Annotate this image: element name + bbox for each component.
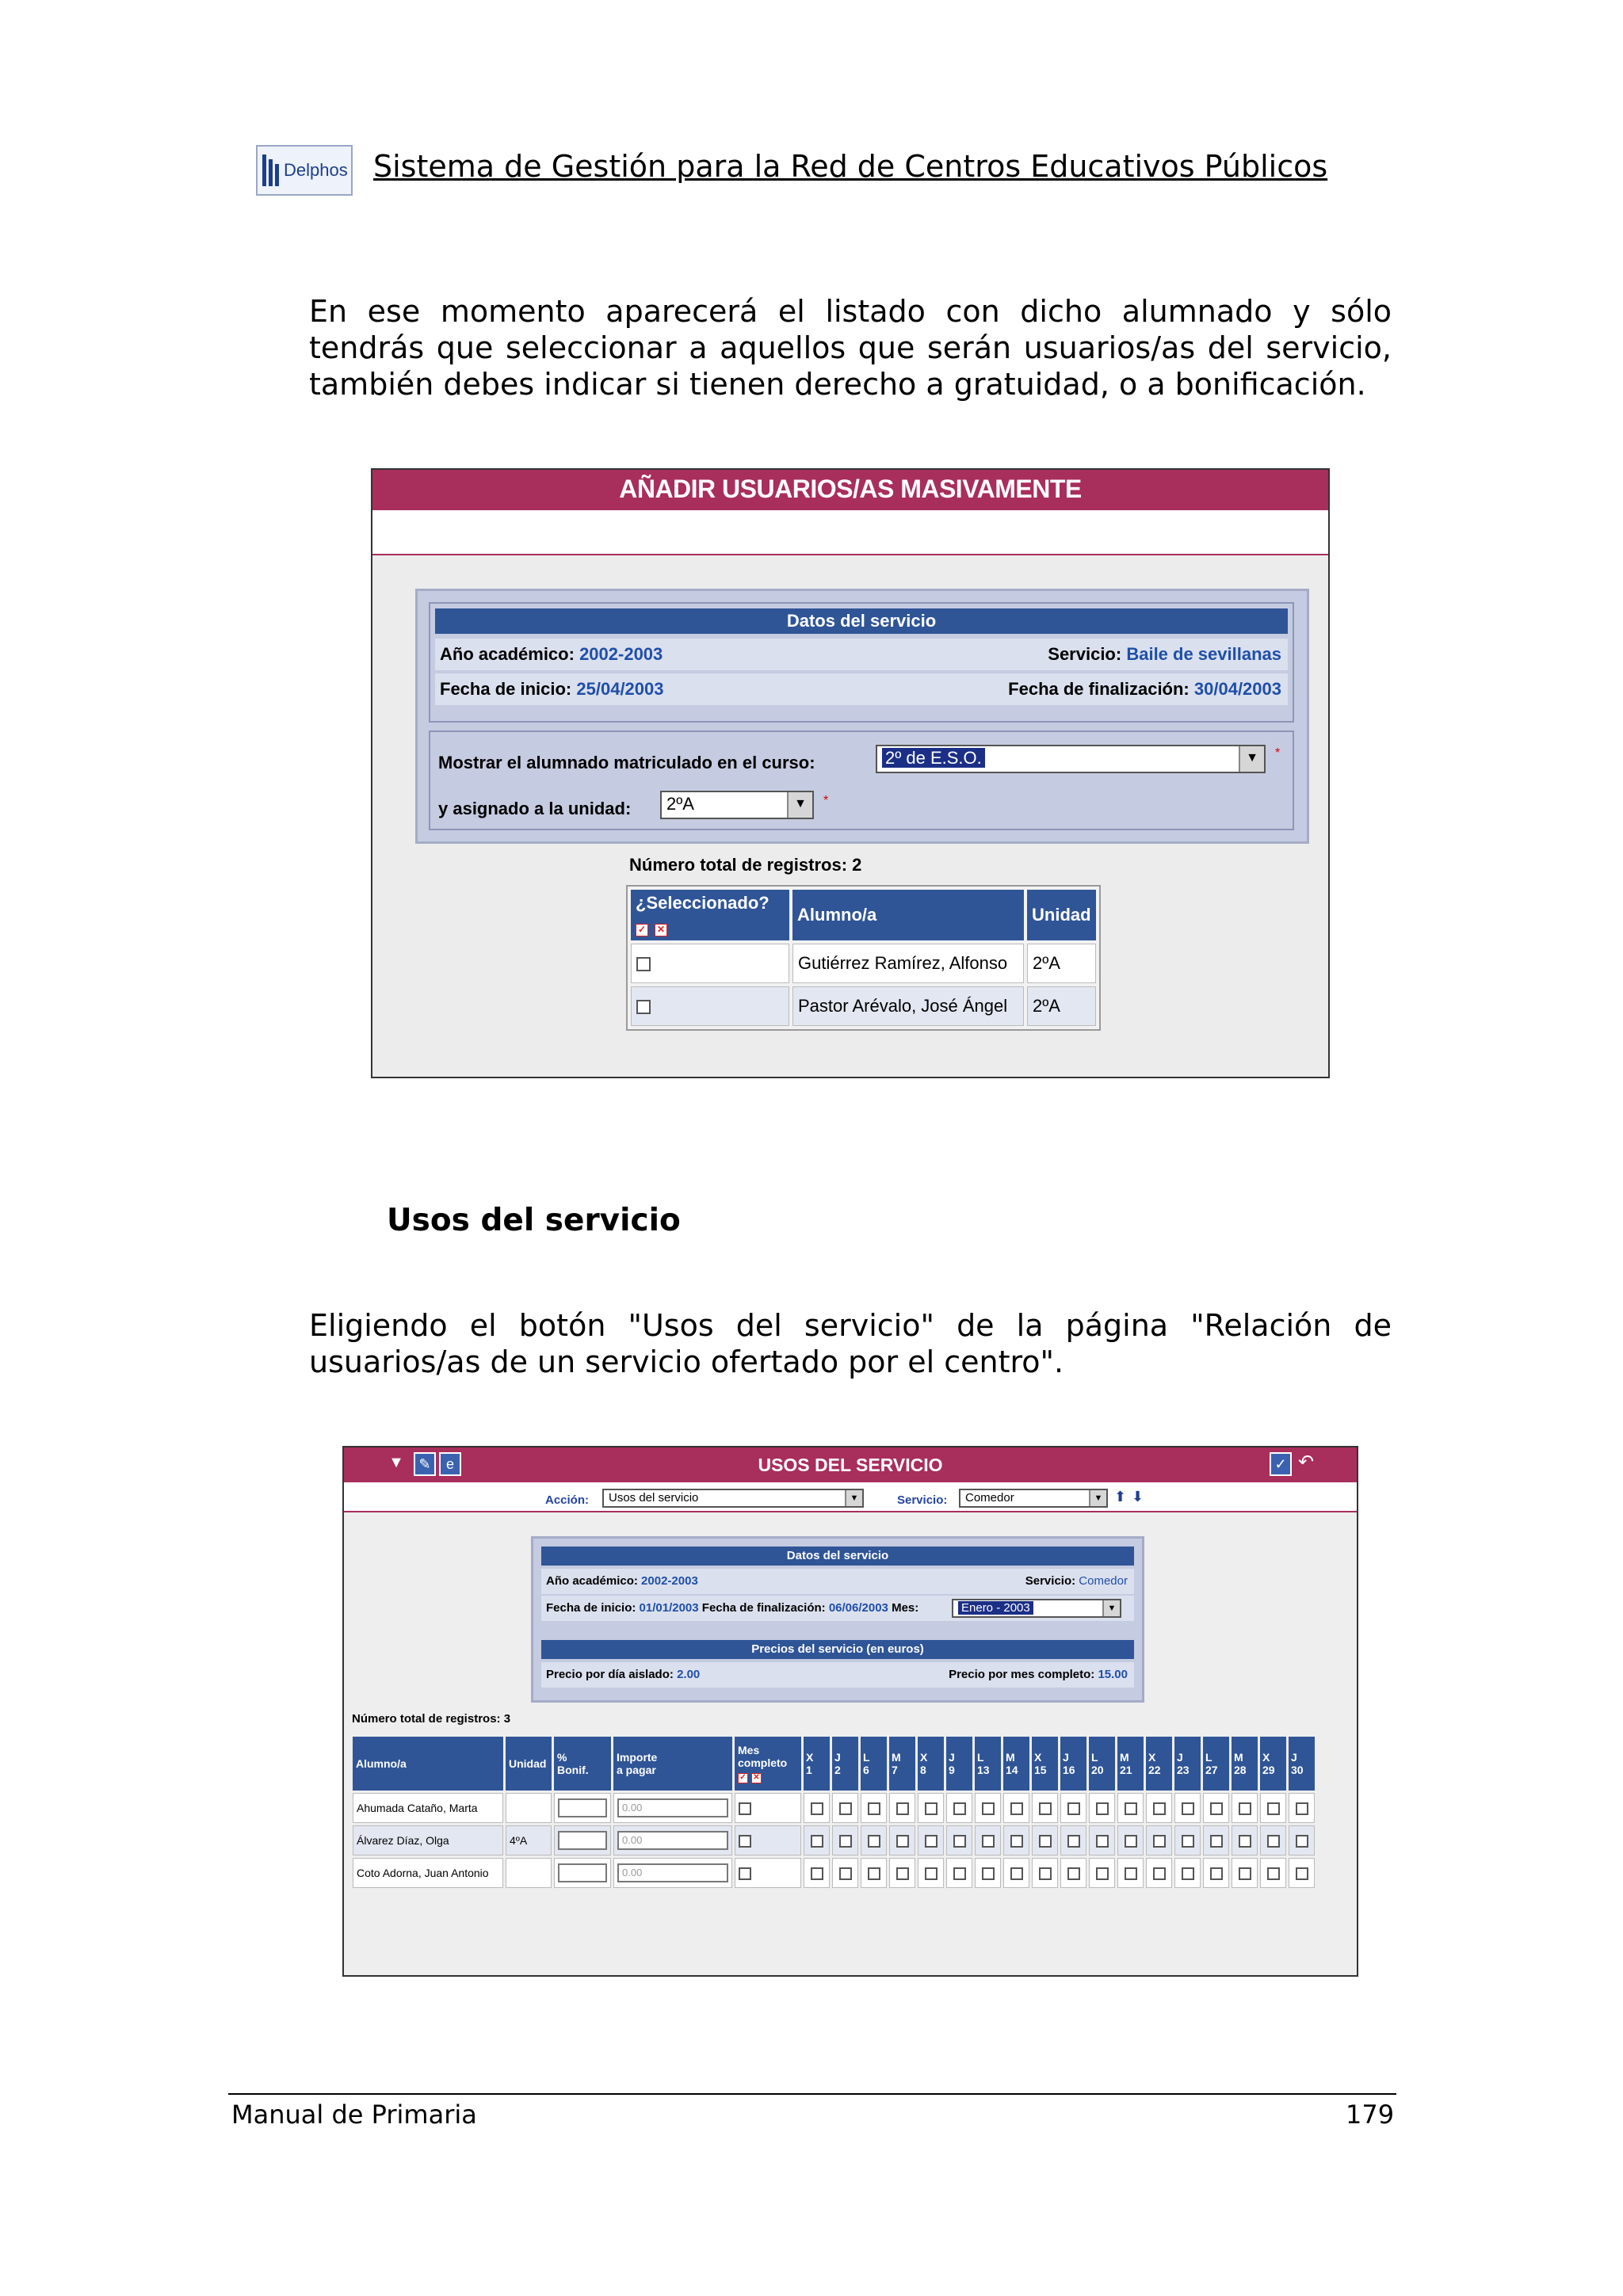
chevron-down-icon[interactable]: ▼	[1239, 746, 1264, 772]
action-select[interactable]: Usos del servicio ▼	[602, 1489, 864, 1508]
edit-icon[interactable]: ✎	[414, 1452, 436, 1476]
column-student: Alumno/a	[792, 890, 1024, 940]
full-month-checkbox[interactable]	[739, 1835, 751, 1848]
day-checkbox[interactable]	[1239, 1867, 1251, 1880]
table-row	[353, 1793, 1315, 1823]
undo-icon[interactable]: ↶	[1297, 1451, 1315, 1473]
column-day: L 6	[861, 1737, 887, 1791]
column-day: J 2	[832, 1737, 858, 1791]
day-checkbox[interactable]	[811, 1835, 823, 1848]
day-checkbox[interactable]	[953, 1835, 966, 1848]
service-value: Comedor	[1079, 1574, 1128, 1588]
student-name: Álvarez Díaz, Olga	[353, 1825, 503, 1855]
column-selected: ¿Seleccionado? ✓ ✕	[631, 890, 789, 940]
amount-input[interactable]: 0.00	[617, 1798, 728, 1817]
day-checkbox[interactable]	[1153, 1835, 1166, 1848]
footer-manual: Manual de Primaria	[231, 2100, 477, 2130]
day-checkbox[interactable]	[811, 1802, 823, 1815]
action-toolbar: Acción: Usos del servicio ▼ Servicio: Comedor ▼ ⬆ ⬇	[344, 1482, 1357, 1512]
column-day: M 7	[889, 1737, 915, 1791]
day-checkbox[interactable]	[1067, 1835, 1080, 1848]
day-checkbox[interactable]	[1267, 1867, 1280, 1880]
student-unit: 4ºA	[506, 1825, 552, 1855]
column-day: J 30	[1289, 1737, 1315, 1791]
day-checkbox[interactable]	[839, 1802, 852, 1815]
service-data-panel: Datos del servicio Año académico: 2002-2003 Servicio: Baile de sevillanas Fecha de inicio: 25/04/2003 Fecha de finalización: 30/04/2003 Mostrar el alumnado matriculado en el curso: 2º de E.S.O. ▼ * y asignado a la unidad: 2ºA ▼ *	[415, 589, 1309, 844]
usage-table	[350, 1734, 1317, 1890]
day-checkbox[interactable]	[868, 1835, 880, 1848]
day-checkbox[interactable]	[1182, 1867, 1194, 1880]
deselect-all-icon[interactable]: ✕	[655, 924, 667, 936]
student-unit	[506, 1793, 552, 1823]
footer-rule	[228, 2093, 1396, 2095]
select-all-icon[interactable]: ✓	[636, 924, 648, 936]
day-checkbox[interactable]	[839, 1867, 852, 1880]
amount-input[interactable]: 0.00	[617, 1831, 728, 1850]
academic-year-row: Año académico: 2002-2003 Servicio: Baile de sevillanas	[435, 639, 1288, 670]
panel-title: Datos del servicio	[435, 608, 1288, 634]
screenshot-usos-servicio	[342, 1446, 1358, 1977]
day-checkbox[interactable]	[925, 1835, 938, 1848]
columns-icon	[262, 154, 279, 186]
unit-select[interactable]: 2ºA ▼	[660, 791, 814, 819]
day-checkbox[interactable]	[1067, 1867, 1080, 1880]
arrow-down-icon[interactable]: ⬇	[1132, 1489, 1144, 1505]
unit-label: y asignado a la unidad:	[438, 799, 632, 818]
day-checkbox[interactable]	[1296, 1802, 1308, 1815]
screen-title: USOS DEL SERVICIO	[344, 1447, 1357, 1482]
day-checkbox[interactable]	[925, 1802, 938, 1815]
day-checkbox[interactable]	[1267, 1835, 1280, 1848]
day-checkbox[interactable]	[1239, 1802, 1251, 1815]
academic-year-value: 2002-2003	[641, 1574, 698, 1588]
day-checkbox[interactable]	[1010, 1802, 1023, 1815]
usage-paragraph: Eligiendo el botón "Usos del servicio" de la página "Relación de usuarios/as de un servicio ofertado por el centro".	[309, 1308, 1392, 1379]
column-amount: Importe a pagar	[613, 1737, 732, 1791]
table-row: Gutiérrez Ramírez, Alfonso 2ºA	[631, 944, 1096, 983]
column-day: L 20	[1089, 1737, 1115, 1791]
chevron-down-icon[interactable]: ▼	[845, 1490, 862, 1506]
select-checkbox[interactable]	[636, 1000, 651, 1014]
day-checkbox[interactable]	[953, 1867, 966, 1880]
column-day: M 14	[1003, 1737, 1029, 1791]
column-day: X 22	[1146, 1737, 1172, 1791]
bonus-input[interactable]	[558, 1863, 607, 1882]
service-data-panel: Datos del servicio Año académico: 2002-2003 Servicio: Comedor Fecha de inicio: 01/01/2003 Fecha de finalización: 06/06/2003 Mes: Enero - 2003 ▼ Precios del servicio (en euros) Precio por día aislado: 2.00 Precio por mes completo: 15.00	[531, 1536, 1144, 1703]
service-select[interactable]: Comedor ▼	[959, 1489, 1108, 1508]
day-checkbox[interactable]	[1125, 1835, 1137, 1848]
full-month-checkbox[interactable]	[739, 1802, 751, 1815]
day-checkbox[interactable]	[1182, 1802, 1194, 1815]
day-checkbox[interactable]	[811, 1867, 823, 1880]
day-checkbox[interactable]	[896, 1802, 909, 1815]
day-checkbox[interactable]	[982, 1802, 995, 1815]
filter-icon[interactable]: ▼	[388, 1454, 404, 1471]
start-date-value: 01/01/2003	[639, 1601, 699, 1615]
select-all-icon[interactable]: ✓	[738, 1773, 748, 1783]
course-select[interactable]: 2º de E.S.O. ▼	[876, 745, 1266, 773]
day-checkbox[interactable]	[1039, 1802, 1052, 1815]
table-row	[353, 1825, 1315, 1855]
day-checkbox[interactable]	[1267, 1802, 1280, 1815]
day-checkbox[interactable]	[1096, 1867, 1109, 1880]
ie-icon[interactable]: e	[439, 1452, 461, 1476]
day-checkbox[interactable]	[1210, 1835, 1223, 1848]
column-unit: Unidad	[506, 1737, 552, 1791]
records-count: Número total de registros: 2	[629, 855, 862, 875]
document-header-title: Sistema de Gestión para la Red de Centros Educativos Públicos	[373, 149, 1328, 184]
day-checkbox[interactable]	[896, 1867, 909, 1880]
screenshot-anadir-usuarios	[371, 468, 1330, 1078]
deselect-all-icon[interactable]: ✕	[751, 1773, 762, 1783]
column-unit: Unidad	[1027, 890, 1096, 940]
day-checkbox[interactable]	[896, 1835, 909, 1848]
table-row: Pastor Arévalo, José Ángel 2ºA	[631, 986, 1096, 1026]
column-day: J 23	[1174, 1737, 1201, 1791]
accept-check-icon[interactable]: ✓	[1270, 1452, 1292, 1476]
day-checkbox[interactable]	[1010, 1835, 1023, 1848]
course-label: Mostrar el alumnado matriculado en el curso:	[438, 753, 815, 772]
academic-year-value: 2002-2003	[579, 644, 663, 664]
day-checkbox[interactable]	[1096, 1835, 1109, 1848]
day-checkbox[interactable]	[982, 1835, 995, 1848]
day-checkbox[interactable]	[1010, 1867, 1023, 1880]
dates-row: Fecha de inicio: 25/04/2003 Fecha de finalización: 30/04/2003	[435, 673, 1288, 705]
day-checkbox[interactable]	[1067, 1802, 1080, 1815]
month-price-value: 15.00	[1098, 1668, 1128, 1681]
logo-text: Delphos	[284, 160, 348, 180]
table-row	[353, 1858, 1315, 1888]
day-checkbox[interactable]	[1096, 1802, 1109, 1815]
column-day: L 27	[1203, 1737, 1229, 1791]
column-day: M 21	[1117, 1737, 1144, 1791]
chevron-down-icon[interactable]: ▼	[1089, 1490, 1106, 1506]
section-heading: Usos del servicio	[387, 1203, 681, 1238]
student-name: Ahumada Cataño, Marta	[353, 1793, 503, 1823]
chevron-down-icon[interactable]: ▼	[787, 792, 812, 818]
end-date-value: 30/04/2003	[1193, 679, 1281, 699]
day-checkbox[interactable]	[925, 1867, 938, 1880]
day-price-value: 2.00	[677, 1668, 701, 1681]
column-student: Alumno/a	[353, 1737, 503, 1791]
day-checkbox[interactable]	[1239, 1835, 1251, 1848]
day-checkbox[interactable]	[1039, 1835, 1052, 1848]
column-day: X 1	[804, 1737, 830, 1791]
service-value: Baile de sevillanas	[1126, 644, 1281, 664]
amount-input[interactable]: 0.00	[617, 1863, 728, 1882]
end-date-value: 06/06/2003	[828, 1601, 888, 1615]
column-day: J 9	[946, 1737, 972, 1791]
bonus-input[interactable]	[558, 1798, 607, 1817]
day-checkbox[interactable]	[1039, 1867, 1052, 1880]
start-date-value: 25/04/2003	[576, 679, 664, 699]
delphos-logo	[256, 145, 353, 196]
column-day: X 29	[1260, 1737, 1286, 1791]
intro-paragraph: En ese momento aparecerá el listado con dicho alumnado y sólo tendrás que seleccionar a aquellos que serán usuarios/as del servicio, también debes indicar si tienen derecho a gratuidad, o a bonificación.	[309, 294, 1392, 402]
chevron-down-icon[interactable]: ▼	[1102, 1600, 1120, 1616]
student-unit	[506, 1858, 552, 1888]
day-checkbox[interactable]	[1125, 1802, 1137, 1815]
month-select[interactable]: Enero - 2003 ▼	[952, 1599, 1121, 1618]
column-day: M 28	[1232, 1737, 1258, 1791]
prices-title: Precios del servicio (en euros)	[541, 1640, 1134, 1659]
day-checkbox[interactable]	[868, 1867, 880, 1880]
day-checkbox[interactable]	[1153, 1802, 1166, 1815]
day-checkbox[interactable]	[1210, 1867, 1223, 1880]
day-checkbox[interactable]	[1210, 1802, 1223, 1815]
bonus-input[interactable]	[558, 1831, 607, 1850]
day-checkbox[interactable]	[982, 1867, 995, 1880]
day-checkbox[interactable]	[1182, 1835, 1194, 1848]
day-checkbox[interactable]	[868, 1802, 880, 1815]
full-month-checkbox[interactable]	[739, 1867, 751, 1880]
day-checkbox[interactable]	[1153, 1867, 1166, 1880]
column-day: J 16	[1060, 1737, 1086, 1791]
column-day: L 13	[975, 1737, 1001, 1791]
column-full-month: Mes completo ✓ ✕	[735, 1737, 801, 1791]
column-bonus: % Bonif.	[554, 1737, 611, 1791]
day-checkbox[interactable]	[839, 1835, 852, 1848]
panel-title: Datos del servicio	[541, 1547, 1134, 1566]
screen-title: AÑADIR USUARIOS/AS MASIVAMENTE	[372, 470, 1328, 510]
select-checkbox[interactable]	[636, 957, 651, 971]
day-checkbox[interactable]	[1125, 1867, 1137, 1880]
students-table	[626, 885, 1101, 1031]
student-name: Coto Adorna, Juan Antonio	[353, 1858, 503, 1888]
day-checkbox[interactable]	[953, 1802, 966, 1815]
arrow-up-icon[interactable]: ⬆	[1114, 1489, 1127, 1505]
page-number: 179	[1346, 2100, 1395, 2130]
day-checkbox[interactable]	[1296, 1835, 1308, 1848]
column-day: X 15	[1032, 1737, 1058, 1791]
day-checkbox[interactable]	[1296, 1867, 1308, 1880]
column-day: X 8	[918, 1737, 944, 1791]
records-count: Número total de registros: 3	[352, 1712, 511, 1726]
